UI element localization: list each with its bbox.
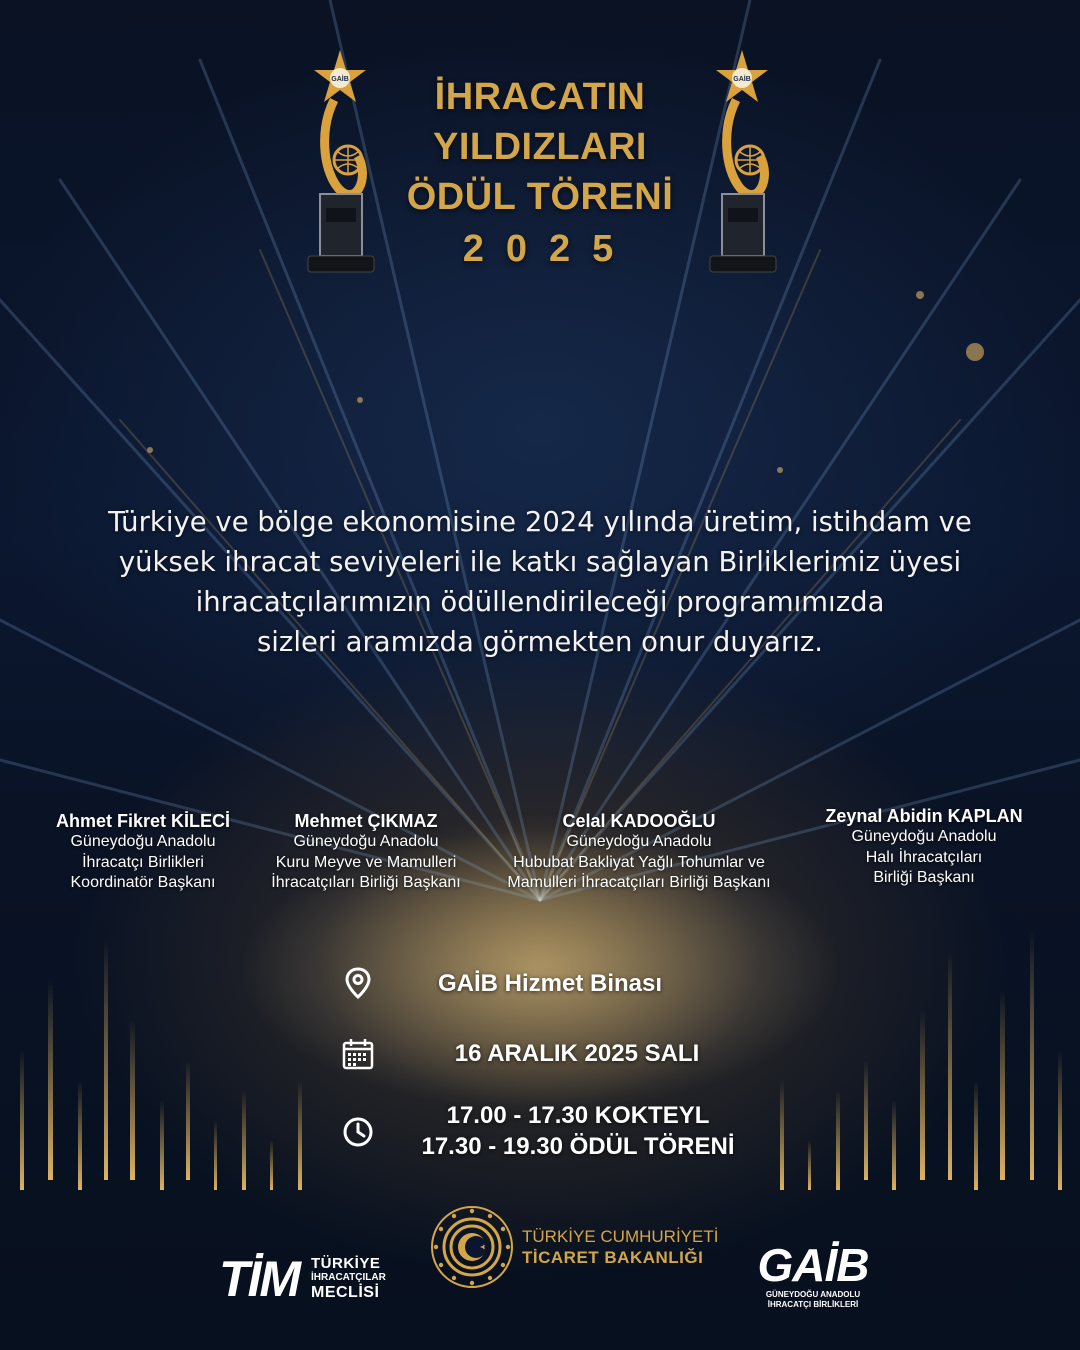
title-line-2: YILDIZLARI [433, 126, 647, 168]
schedule-line-cocktail: 17.00 - 17.30 KOKTEYL [446, 1102, 710, 1129]
host-title-line: İhracatçı Birlikleri [82, 853, 204, 871]
svg-text:GAİB: GAİB [331, 76, 349, 83]
host-title-line: Güneydoğu Anadolu [293, 833, 439, 850]
ministry-emblem-icon [430, 1205, 514, 1289]
ministry-logo-line: TÜRKİYE CUMHURİYETİ [522, 1227, 719, 1246]
tim-logo-mark: TİM [219, 1251, 300, 1307]
host-name: Zeynal Abidin KAPLAN [825, 806, 1023, 826]
location-pin-icon [341, 966, 375, 1000]
event-title [390, 72, 690, 276]
tim-logo-line: MECLİSİ [311, 1284, 380, 1301]
host-title-line: Halı İhracatçıları [865, 848, 983, 866]
event-location: GAİB Hizmet Binası [437, 970, 663, 997]
tim-logo-line: TÜRKİYE [311, 1255, 381, 1272]
intro-line: sizleri aramızda görmekten onur duyarız. [256, 626, 824, 658]
tim-logo-line: İHRACATÇILAR [311, 1272, 386, 1283]
title-line-3: ÖDÜL TÖRENİ [406, 176, 674, 218]
gaib-logo-line: GÜNEYDOĞU ANADOLU [765, 1290, 861, 1299]
schedule-line-ceremony: 17.30 - 19.30 ÖDÜL TÖRENİ [421, 1133, 735, 1160]
host-title-line: Koordinatör Başkanı [70, 874, 216, 891]
event-date: 16 ARALIK 2025 SALI [454, 1040, 700, 1067]
calendar-icon [341, 1037, 375, 1071]
host-title-line: Güneydoğu Anadolu [566, 833, 712, 850]
gaib-logo-mark: GAİB [757, 1239, 869, 1291]
host-card [814, 805, 1034, 889]
tim-logo-text [311, 1256, 386, 1302]
intro-line: ihracatçılarımızın ödüllendirileceği programımızda [195, 586, 885, 618]
host-title-line: İhracatçıları Birliği Başkanı [271, 874, 461, 891]
title-line-1: İHRACATIN [434, 76, 646, 118]
trophy-right-icon [702, 48, 782, 278]
host-title-line: Hububat Bakliyat Yağlı Tohumlar ve [513, 853, 765, 871]
title-year: 2025 [462, 228, 636, 270]
host-title-line: Kuru Meyve ve Mamulleri [275, 853, 457, 871]
host-name: Celal KADOOĞLU [562, 811, 716, 831]
host-title-line: Güneydoğu Anadolu [70, 833, 216, 850]
gaib-logo-text [752, 1290, 874, 1310]
gaib-logo-line: İHRACATÇI BİRLİKLERİ [767, 1300, 859, 1309]
intro-paragraph [60, 502, 1020, 662]
ministry-logo-text [522, 1226, 718, 1268]
host-title-line: Birliği Başkanı [873, 869, 975, 886]
clock-icon [341, 1115, 375, 1149]
event-schedule [400, 1100, 756, 1162]
intro-line: yüksek ihracat seviyeleri ile katkı sağlayan Birliklerimiz üyesi [118, 546, 962, 578]
host-card [492, 810, 786, 894]
intro-line: Türkiye ve bölge ekonomisine 2024 yılında üretim, istihdam ve [108, 506, 972, 538]
host-name: Mehmet ÇIKMAZ [294, 811, 438, 831]
trophy-left-icon [300, 48, 380, 278]
svg-text:GAİB: GAİB [733, 76, 751, 83]
host-card [256, 810, 476, 894]
host-name: Ahmet Fikret KİLECİ [55, 811, 231, 831]
ministry-logo-line: TİCARET BAKANLIĞI [522, 1248, 704, 1267]
host-card [40, 810, 246, 894]
host-title-line: Mamulleri İhracatçıları Birliği Başkanı [507, 874, 771, 891]
host-title-line: Güneydoğu Anadolu [851, 828, 997, 845]
